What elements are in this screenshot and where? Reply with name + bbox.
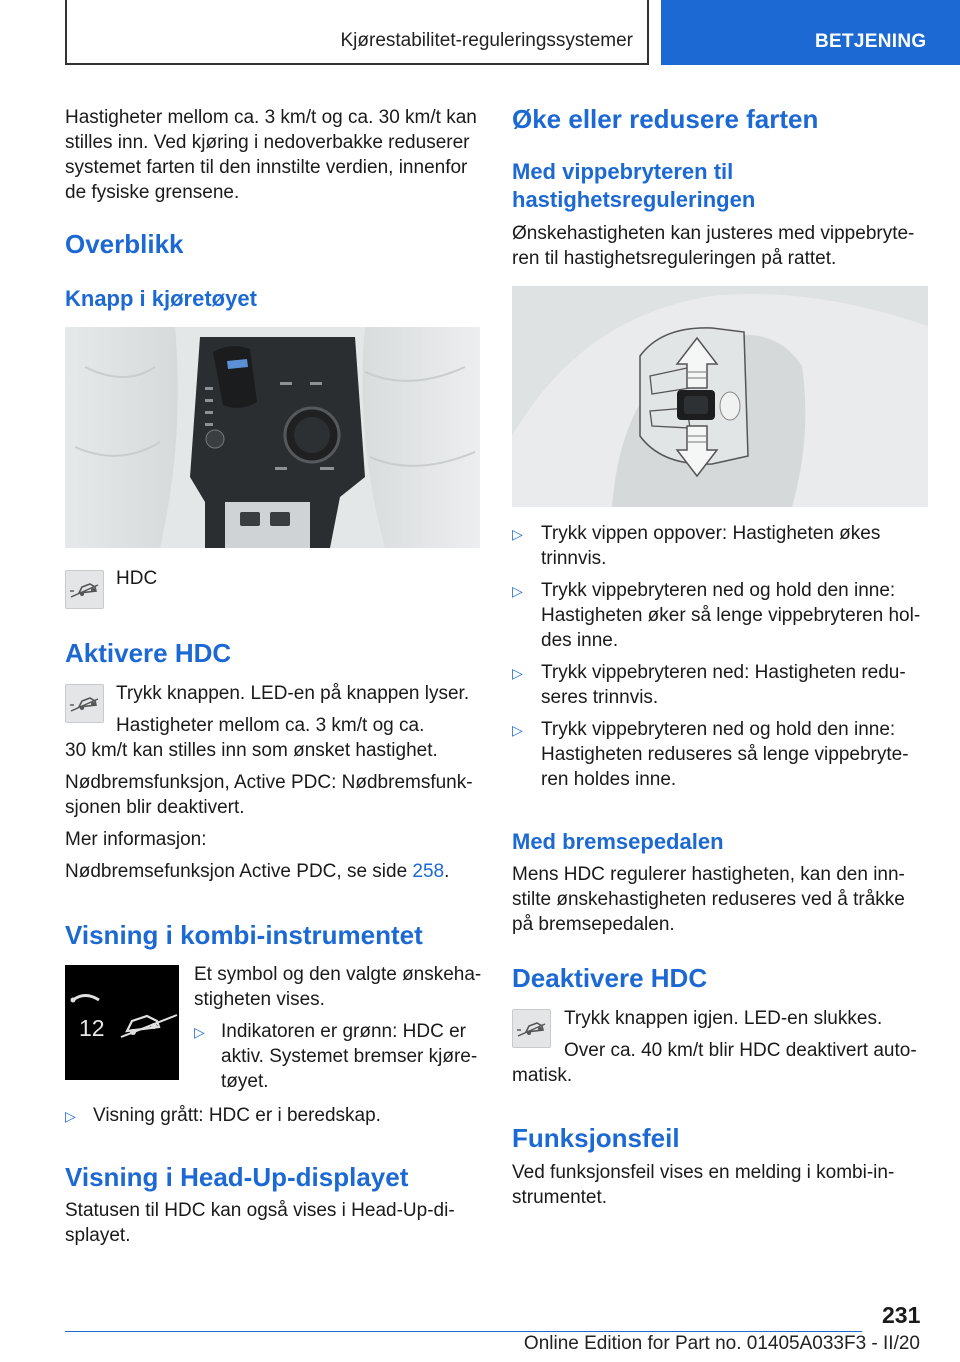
heading-oke: Øke eller redusere farten: [512, 104, 819, 134]
header-chapter-title: BETJENING: [815, 31, 927, 52]
triangle-right-icon: ▷: [512, 526, 523, 542]
mer-info-label: Mer informasjon:: [65, 829, 207, 850]
triangle-right-icon: ▷: [512, 722, 523, 738]
list-item: ▷ Trykk vippebryteren ned og hold den inne: Hastigheten reduseres så lenge vippebryte- ren holdes inne.: [512, 719, 909, 790]
vippe-paragraph: Ønskehastigheten kan justeres med vippebryte- ren til hastighetsreguleringen på rattet.: [512, 223, 915, 269]
feil-paragraph: Ved funksjonsfeil vises en melding i kombi-in- strumentet.: [512, 1162, 895, 1208]
intro-paragraph: Hastigheter mellom ca. 3 km/t og ca. 30 km/t kan stilles inn. Ved kjøring i nedoverbakke reduserer systemet farten til den innstilte verdien, innenfor de fysiske grensene.: [65, 107, 477, 203]
list-item: ▷ Trykk vippebryteren ned og hold den inne: Hastigheten øker så lenge vippebryteren hol- des inne.: [512, 580, 921, 651]
heading-kombi: Visning i kombi-instrumentet: [65, 920, 423, 950]
list-item: ▷ Trykk vippen oppover: Hastigheten økes trinnvis.: [512, 523, 881, 569]
triangle-right-icon: ▷: [65, 1108, 76, 1124]
heading-vippe: Med vippebryteren til hastighetsreguleringen: [512, 159, 756, 212]
deaktivere-step: Trykk knappen igjen. LED-en slukkes.: [564, 1008, 883, 1029]
hud-paragraph: Statusen til HDC kan også vises i Head-Up-di- splayet.: [65, 1200, 455, 1246]
header-chapter-tab: [661, 0, 960, 65]
hdc-label: HDC: [116, 568, 158, 589]
aktivere-speed-line2: 30 km/t kan stilles inn som ønsket hastighet.: [65, 740, 438, 761]
kombi-display-image: [65, 965, 179, 1080]
heading-aktivere: Aktivere HDC: [65, 638, 232, 668]
heading-deaktivere: Deaktivere HDC: [512, 963, 708, 993]
deaktivere-speed-line1: Over ca. 40 km/t blir HDC deaktivert auto-: [564, 1040, 917, 1061]
hdc-icon: [65, 570, 104, 609]
heading-brems: Med bremsepedalen: [512, 829, 724, 854]
steering-wheel-rocker-image: [512, 286, 928, 507]
aktivere-speed-line1: Hastigheter mellom ca. 3 km/t og ca.: [116, 715, 425, 736]
page-reference-link[interactable]: 258: [412, 861, 445, 882]
list-item: ▷ Indikatoren er grønn: HDC er aktiv. Systemet bremser kjøre- tøyet.: [194, 1021, 478, 1092]
kombi-speed-value: 12: [79, 1015, 105, 1041]
kombi-paragraph: Et symbol og den valgte ønskeha- stigheten vises.: [194, 964, 482, 1010]
deaktivere-speed-line2: matisk.: [512, 1065, 573, 1086]
list-item: ▷ Visning grått: HDC er i beredskap.: [65, 1103, 485, 1128]
nodbrems-paragraph: Nødbremsfunksjon, Active PDC: Nødbremsfunk- sjonen blir deaktivert.: [65, 772, 473, 818]
reference-line: Nødbremsefunksjon Active PDC, se side 258.: [65, 861, 450, 882]
header-section-title: Kjørestabilitet-reguleringssystemer: [340, 30, 633, 51]
list-item: ▷ Trykk vippebryteren ned: Hastigheten redu- seres trinnvis.: [512, 662, 906, 708]
heading-hud: Visning i Head-Up-displayet: [65, 1162, 409, 1192]
hdc-icon: [512, 1009, 551, 1048]
center-console-image: [65, 327, 480, 548]
brems-paragraph: Mens HDC regulerer hastigheten, kan den inn- stilte ønskehastigheten reduseres ved å tråkke på bremsepedalen.: [512, 864, 905, 935]
triangle-right-icon: ▷: [512, 665, 523, 681]
triangle-right-icon: ▷: [194, 1024, 205, 1040]
triangle-right-icon: ▷: [512, 583, 523, 599]
page-number: 231: [882, 1302, 921, 1328]
heading-knapp: Knapp i kjøretøyet: [65, 286, 257, 311]
aktivere-step: Trykk knappen. LED-en på knappen lyser.: [116, 683, 470, 704]
footer-rule: [65, 1331, 862, 1332]
hdc-icon: [65, 684, 104, 723]
heading-overblikk: Overblikk: [65, 229, 184, 259]
footer-edition: Online Edition for Part no. 01405A033F3 - II/20: [523, 1333, 920, 1354]
header-section-box: [65, 0, 649, 65]
heading-funksjonsfeil: Funksjonsfeil: [512, 1123, 680, 1153]
